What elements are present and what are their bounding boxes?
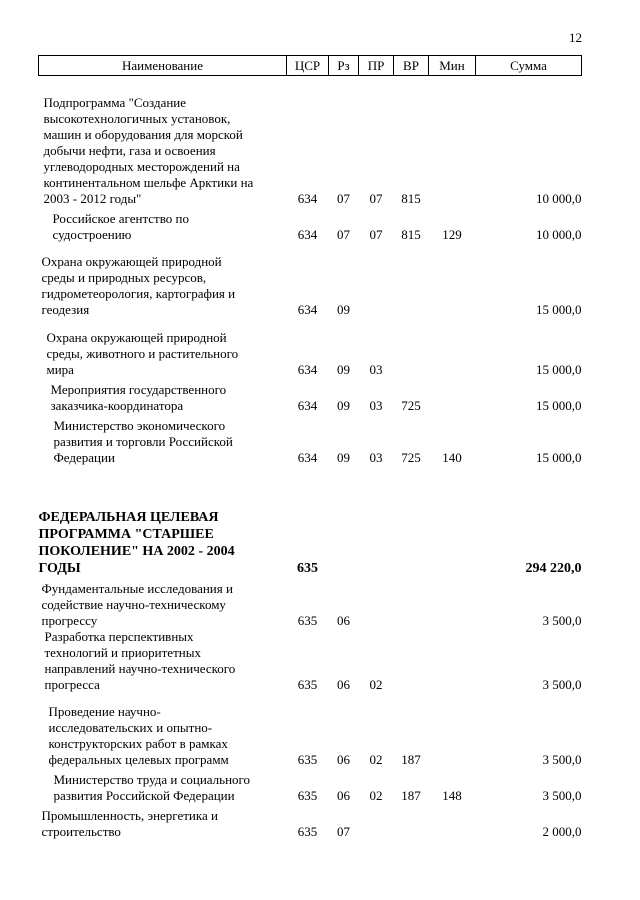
spacer-cell: [39, 466, 582, 509]
cell-min: [429, 581, 476, 629]
cell-name: Проведение научно- исследовательских и опытно- конструкторских работ в рамках федеральных целевых программ: [48, 703, 229, 767]
cell-rz: 07: [337, 190, 350, 206]
cell-csr: 635: [297, 751, 318, 767]
cell-sum: 15 000,0: [536, 449, 582, 465]
row-spacer: [39, 243, 582, 254]
cell-rz: 09: [337, 301, 350, 317]
column-header-pr: ПР: [359, 56, 394, 76]
cell-name: Охрана окружающей природной среды и природных ресурсов, гидрометеорология, картография и геодезия: [41, 253, 236, 317]
cell-sum: 15 000,0: [536, 397, 582, 413]
table-row: [39, 581, 582, 629]
cell-vr: 725: [401, 449, 421, 465]
cell-pr: [359, 509, 394, 577]
row-spacer: [39, 693, 582, 704]
cell-pr: 02: [369, 787, 383, 803]
table-row: [39, 629, 582, 693]
column-header-rz: Рз: [329, 56, 359, 76]
cell-name: Промышленность, энергетика и строительство: [41, 807, 218, 839]
cell-rz: 06: [337, 751, 350, 767]
cell-csr: 634: [297, 397, 318, 413]
cell-rz: 07: [337, 823, 350, 839]
cell-sum: 15 000,0: [536, 301, 582, 317]
cell-min: [429, 382, 476, 414]
cell-vr: [394, 330, 429, 378]
table-row: [39, 254, 582, 318]
table-row: [39, 330, 582, 378]
column-header-min: Мин: [429, 56, 476, 76]
cell-sum: 3 500,0: [542, 612, 582, 628]
cell-min: [429, 704, 476, 768]
cell-pr: [359, 581, 394, 629]
cell-csr: 635: [297, 823, 318, 839]
cell-csr: 634: [297, 301, 318, 317]
cell-rz: 09: [337, 397, 350, 413]
row-spacer: [39, 76, 582, 95]
spacer-cell: [39, 318, 582, 330]
cell-sum: 2 000,0: [542, 823, 582, 839]
cell-pr: 07: [369, 226, 383, 242]
cell-min: [429, 254, 476, 318]
cell-vr: [394, 581, 429, 629]
cell-min: 140: [442, 449, 462, 465]
column-header-csr: ЦСР: [287, 56, 329, 76]
cell-csr: 634: [297, 361, 318, 377]
cell-name: Подпрограмма "Создание высокотехнологичных установок, машин и оборудования для морской добычи нефти, газа и освоения углеводородных месторождений на континентальном шельфе Арктики на 2003 - 2012 годы": [43, 94, 254, 206]
cell-vr: [394, 629, 429, 693]
spacer-cell: [39, 76, 582, 95]
cell-name: Министерство экономического развития и торговли Российской Федерации: [53, 417, 233, 465]
cell-rz: 06: [337, 612, 350, 628]
cell-rz: 07: [337, 226, 350, 242]
table-row: [39, 382, 582, 414]
row-spacer: [39, 318, 582, 330]
cell-rz: 06: [337, 676, 350, 692]
row-spacer: [39, 466, 582, 509]
spacer-cell: [39, 693, 582, 704]
cell-vr: [394, 509, 429, 577]
cell-sum: 3 500,0: [542, 676, 582, 692]
cell-name: Российское агентство по судостроению: [52, 210, 189, 242]
cell-vr: 815: [401, 226, 421, 242]
cell-vr: 187: [401, 787, 421, 803]
cell-name: Фундаментальные исследования и содействие научно-техническому прогрессу: [41, 580, 233, 628]
column-header-name: Наименование: [39, 56, 287, 76]
cell-csr: 635: [297, 676, 318, 692]
cell-csr: 634: [297, 226, 318, 242]
cell-vr: [394, 808, 429, 840]
budget-table: [38, 55, 582, 840]
cell-sum: 10 000,0: [536, 190, 582, 206]
table-row: [39, 211, 582, 243]
column-header-vr: ВР: [394, 56, 429, 76]
cell-min: [429, 330, 476, 378]
cell-csr: 635: [297, 560, 318, 576]
cell-rz: 06: [337, 787, 350, 803]
cell-pr: [359, 808, 394, 840]
table-row: [39, 808, 582, 840]
cell-vr: 815: [401, 190, 421, 206]
cell-sum: 15 000,0: [536, 361, 582, 377]
cell-name: ФЕДЕРАЛЬНАЯ ЦЕЛЕВАЯ ПРОГРАММА "СТАРШЕЕ ПОКОЛЕНИЕ" НА 2002 - 2004 ГОДЫ: [38, 509, 235, 576]
cell-pr: 02: [369, 751, 383, 767]
cell-min: [429, 95, 476, 207]
cell-name: Охрана окружающей природной среды, животного и растительного мира: [46, 329, 239, 377]
cell-pr: 03: [369, 361, 383, 377]
cell-csr: 634: [297, 449, 318, 465]
table-row: [39, 772, 582, 804]
table-row: [39, 95, 582, 207]
cell-rz: 09: [337, 449, 350, 465]
page-number: 12: [569, 30, 582, 45]
table-row: [39, 704, 582, 768]
cell-pr: [359, 254, 394, 318]
spacer-cell: [39, 243, 582, 254]
cell-pr: 07: [369, 190, 383, 206]
cell-vr: 187: [401, 751, 421, 767]
cell-sum: 3 500,0: [542, 787, 582, 803]
cell-min: [429, 509, 476, 577]
cell-csr: 635: [297, 787, 318, 803]
cell-csr: 634: [297, 190, 318, 206]
cell-pr: 03: [369, 397, 383, 413]
cell-sum: 10 000,0: [536, 226, 582, 242]
cell-name: Разработка перспективных технологий и приоритетных направлений научно-технического прогресса: [44, 628, 236, 692]
cell-vr: 725: [401, 397, 421, 413]
cell-pr: 03: [369, 449, 383, 465]
cell-min: 129: [442, 226, 462, 242]
cell-pr: 02: [369, 676, 383, 692]
cell-min: [429, 629, 476, 693]
cell-min: 148: [442, 787, 462, 803]
cell-sum: 3 500,0: [542, 751, 582, 767]
cell-csr: 635: [297, 612, 318, 628]
cell-sum: 294 220,0: [525, 560, 582, 576]
cell-rz: 09: [337, 361, 350, 377]
table-row: [39, 509, 582, 577]
cell-name: Министерство труда и социального развития Российской Федерации: [53, 771, 251, 803]
table-header-row: [39, 56, 582, 76]
table-row: [39, 418, 582, 466]
cell-min: [429, 808, 476, 840]
cell-vr: [394, 254, 429, 318]
cell-rz: [329, 509, 359, 577]
cell-name: Мероприятия государственного заказчика-координатора: [50, 381, 227, 413]
column-header-sum: Сумма: [476, 56, 582, 76]
